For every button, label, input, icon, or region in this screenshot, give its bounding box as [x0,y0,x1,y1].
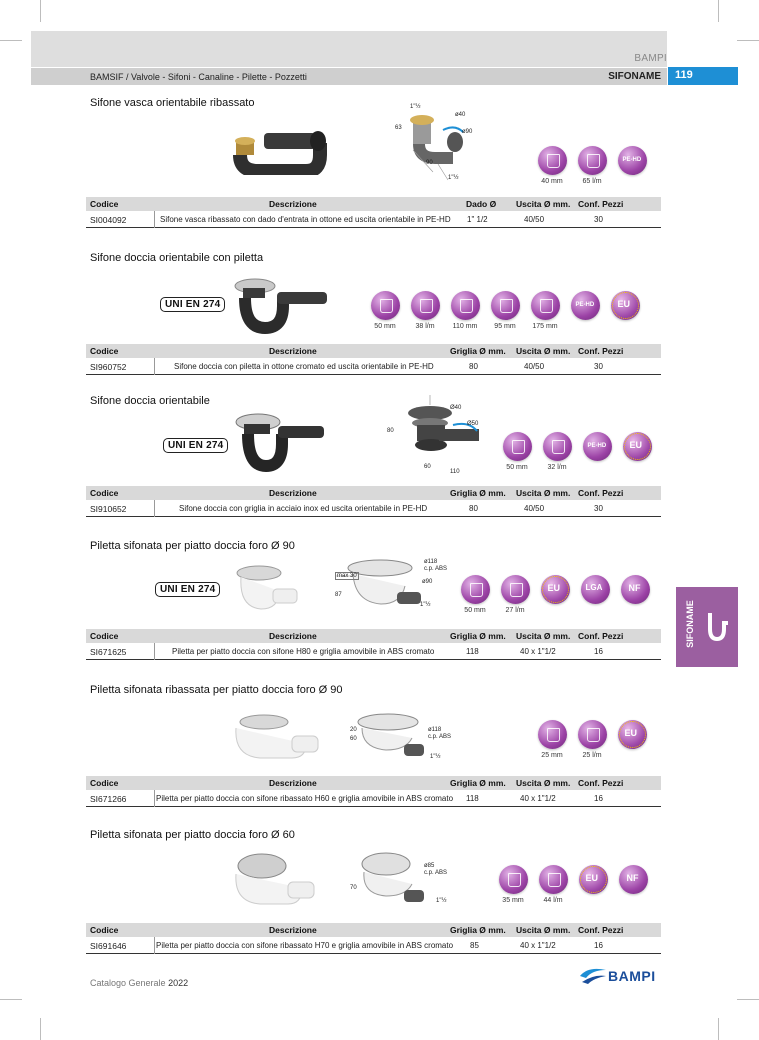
side-section-tab[interactable] [676,587,738,667]
crop-mark [40,1018,41,1040]
feature-icon: 25 mm [535,720,569,759]
flow-icon [578,720,607,749]
table-header: Codice Descrizione Dado Ø Uscita Ø mm. Conf. Pezzi [86,197,661,211]
drawing-label: 1"½ [448,175,459,181]
drawing-label: max 30 [337,573,357,579]
header-brand: BAMPI [634,53,667,64]
glass-icon [538,720,567,749]
width-icon [491,291,520,320]
glass-icon [499,865,528,894]
feature-icon: 32 l/m [540,432,574,471]
feature-icon: 38 l/m [408,291,442,330]
drawing-label: 1"½ [436,898,447,904]
feature-icon: 50 mm [458,575,492,614]
product-photo [228,125,333,175]
feature-icons [535,720,655,759]
crop-mark [737,40,759,41]
drawing-label: 1"½ [430,754,441,760]
crop-mark [0,999,22,1000]
flow-icon [411,291,440,320]
drawing-label: ø40 [455,112,466,118]
nf-icon: NF [621,575,650,604]
section-title: Sifone doccia orientabile con piletta [90,252,264,264]
side-tab-label: SIFONAME [684,600,695,648]
eu-icon: EU [541,575,570,604]
feature-icon: 44 l/m [536,865,570,904]
standard-badge: UNI EN 274 [163,438,228,453]
drawing-label: 90 [426,160,433,166]
feature-icon [608,291,642,330]
drawing-label: 60 [424,464,431,470]
glass-icon [371,291,400,320]
technical-drawing [383,102,488,187]
product-table [86,344,661,375]
technical-drawing [350,708,435,766]
glass-icon [461,575,490,604]
glass-icon [538,146,567,175]
crop-mark [718,1018,719,1040]
standard-badge: UNI EN 274 [155,582,220,597]
eu-icon: EU [611,291,640,320]
technical-drawing [350,850,435,910]
table-row: SI671625 Piletta per piatto doccia con sifone H80 e griglia amovibile in ABS cromato 118 40 x 1"1/2 16 [86,643,661,660]
table-header: Codice Descrizione Griglia Ø mm. Uscita Ø mm. Conf. Pezzi [86,923,661,937]
flow-icon [578,146,607,175]
feature-icon: 35 mm [496,865,530,904]
product-photo [228,412,328,472]
header-band [31,31,667,67]
feature-icon [578,575,612,614]
drawing-label: ø90 [422,579,433,585]
feature-icons [458,575,658,614]
page-number: 119 [668,67,738,85]
feature-icon: 50 mm [500,432,534,471]
feature-icon [616,865,650,904]
feature-icons [500,432,660,471]
section-title: Sifone vasca orientabile ribassato [90,97,255,109]
product-table [86,776,661,807]
drawing-label: ø118 [424,559,438,565]
feature-icon [620,432,654,471]
feature-icon: 50 mm [368,291,402,330]
flow-icon [543,432,572,461]
table-row: SI004092 Sifone vasca ribassato con dado d'entrata in ottone ed uscita orientabile in PE-HD 1" 1/2 40/50 30 [86,211,661,228]
feature-icon: 175 mm [528,291,562,330]
drawing-label: 63 [395,125,402,131]
table-header: Codice Descrizione Griglia Ø mm. Uscita Ø mm. Conf. Pezzi [86,776,661,790]
feature-icon [618,575,652,614]
feature-icon [576,865,610,904]
eu-icon: EU [618,720,647,749]
section-title: Piletta sifonata ribassata per piatto doccia foro Ø 90 [90,684,343,696]
breadcrumb: BAMSIF / Valvole - Sifoni - Canaline - Pilette - Pozzetti [90,72,307,82]
product-table [86,197,661,228]
feature-icon [615,720,649,759]
feature-icon [615,146,649,185]
standard-badge: UNI EN 274 [160,297,225,312]
product-photo [230,712,320,767]
drawing-label: 20 [350,727,357,733]
feature-icon: 25 l/m [575,720,609,759]
footer-catalog: Catalogo Generale 2022 [90,978,189,988]
product-photo [225,276,330,334]
product-table [86,486,661,517]
crop-mark [737,999,759,1000]
drawing-label: 110 [450,469,460,475]
product-photo [233,563,301,615]
flow-icon [539,865,568,894]
drawing-label: ø118 [428,727,442,733]
drawing-label: c.p. ABS [428,734,452,740]
product-table [86,629,661,660]
pipe-icon: PE-HD [618,146,647,175]
feature-icon [580,432,614,471]
feature-icon: 65 l/m [575,146,609,185]
feature-icons [496,865,656,904]
drawing-label: 60 [350,736,357,742]
glass-icon [503,432,532,461]
drawing-label: c.p. ABS [424,566,448,572]
eu-icon: EU [623,432,652,461]
product-photo [230,852,318,910]
table-row: SI671266 Piletta per piatto doccia con sifone ribassato H60 e griglia amovibile in ABS cromato 118 40 x 1"1/2 16 [86,790,661,807]
section-title: Piletta sifonata per piatto doccia foro Ø 90 [90,540,295,552]
drawing-label: ø90 [462,129,473,135]
logo-swoosh-icon [578,966,608,986]
drawing-label: Ø50 [467,421,479,427]
height-icon [451,291,480,320]
table-row: SI960752 Sifone doccia con piletta in ottone cromato ed uscita orientabile in PE-HD 80 40/50 30 [86,358,661,375]
table-header: Codice Descrizione Griglia Ø mm. Uscita Ø mm. Conf. Pezzi [86,629,661,643]
feature-icon [568,291,602,330]
eu-icon: EU [579,865,608,894]
technical-drawing [395,395,490,475]
table-header: Codice Descrizione Griglia Ø mm. Uscita Ø mm. Conf. Pezzi [86,486,661,500]
crop-mark [0,40,22,41]
pipe-icon: PE-HD [571,291,600,320]
siphon-icon [706,611,728,645]
drawing-label: c.p. ABS [424,870,448,876]
drawing-label: 1"½ [410,104,421,110]
drawing-label: Ø40 [450,405,462,411]
table-header: Codice Descrizione Griglia Ø mm. Uscita Ø mm. Conf. Pezzi [86,344,661,358]
feature-icon: 95 mm [488,291,522,330]
crop-mark [40,0,41,22]
feature-icon [538,575,572,614]
section-title: Sifone doccia orientabile [90,395,210,407]
table-row: SI691646 Piletta per piatto doccia con sifone ribassato H70 e griglia amovibile in ABS cromato 85 40 x 1"1/2 16 [86,937,661,954]
feature-icon: 27 l/m [498,575,532,614]
crop-mark [718,0,719,22]
feature-icon: 40 mm [535,146,569,185]
pipe-icon: PE-HD [583,432,612,461]
lga-icon: LGA [581,575,610,604]
drawing-label: 87 [335,592,342,598]
table-row: SI910652 Sifone doccia con griglia in acciaio inox ed uscita orientabile in PE-HD 80 40/50 30 [86,500,661,517]
section-title: Piletta sifonata per piatto doccia foro Ø 60 [90,829,295,841]
drawing-label: 80 [387,428,394,434]
drawing-label: 1"½ [420,602,431,608]
feature-icons [535,146,655,185]
length-icon [531,291,560,320]
flow-icon [501,575,530,604]
drawing-label: ø85 [424,863,435,869]
feature-icon: 110 mm [448,291,482,330]
section-name: SIFONAME [608,71,661,82]
brand-logo: BAMPI [578,966,668,986]
product-table [86,923,661,954]
feature-icons [368,291,648,330]
nf-icon: NF [619,865,648,894]
drawing-label: 70 [350,885,357,891]
